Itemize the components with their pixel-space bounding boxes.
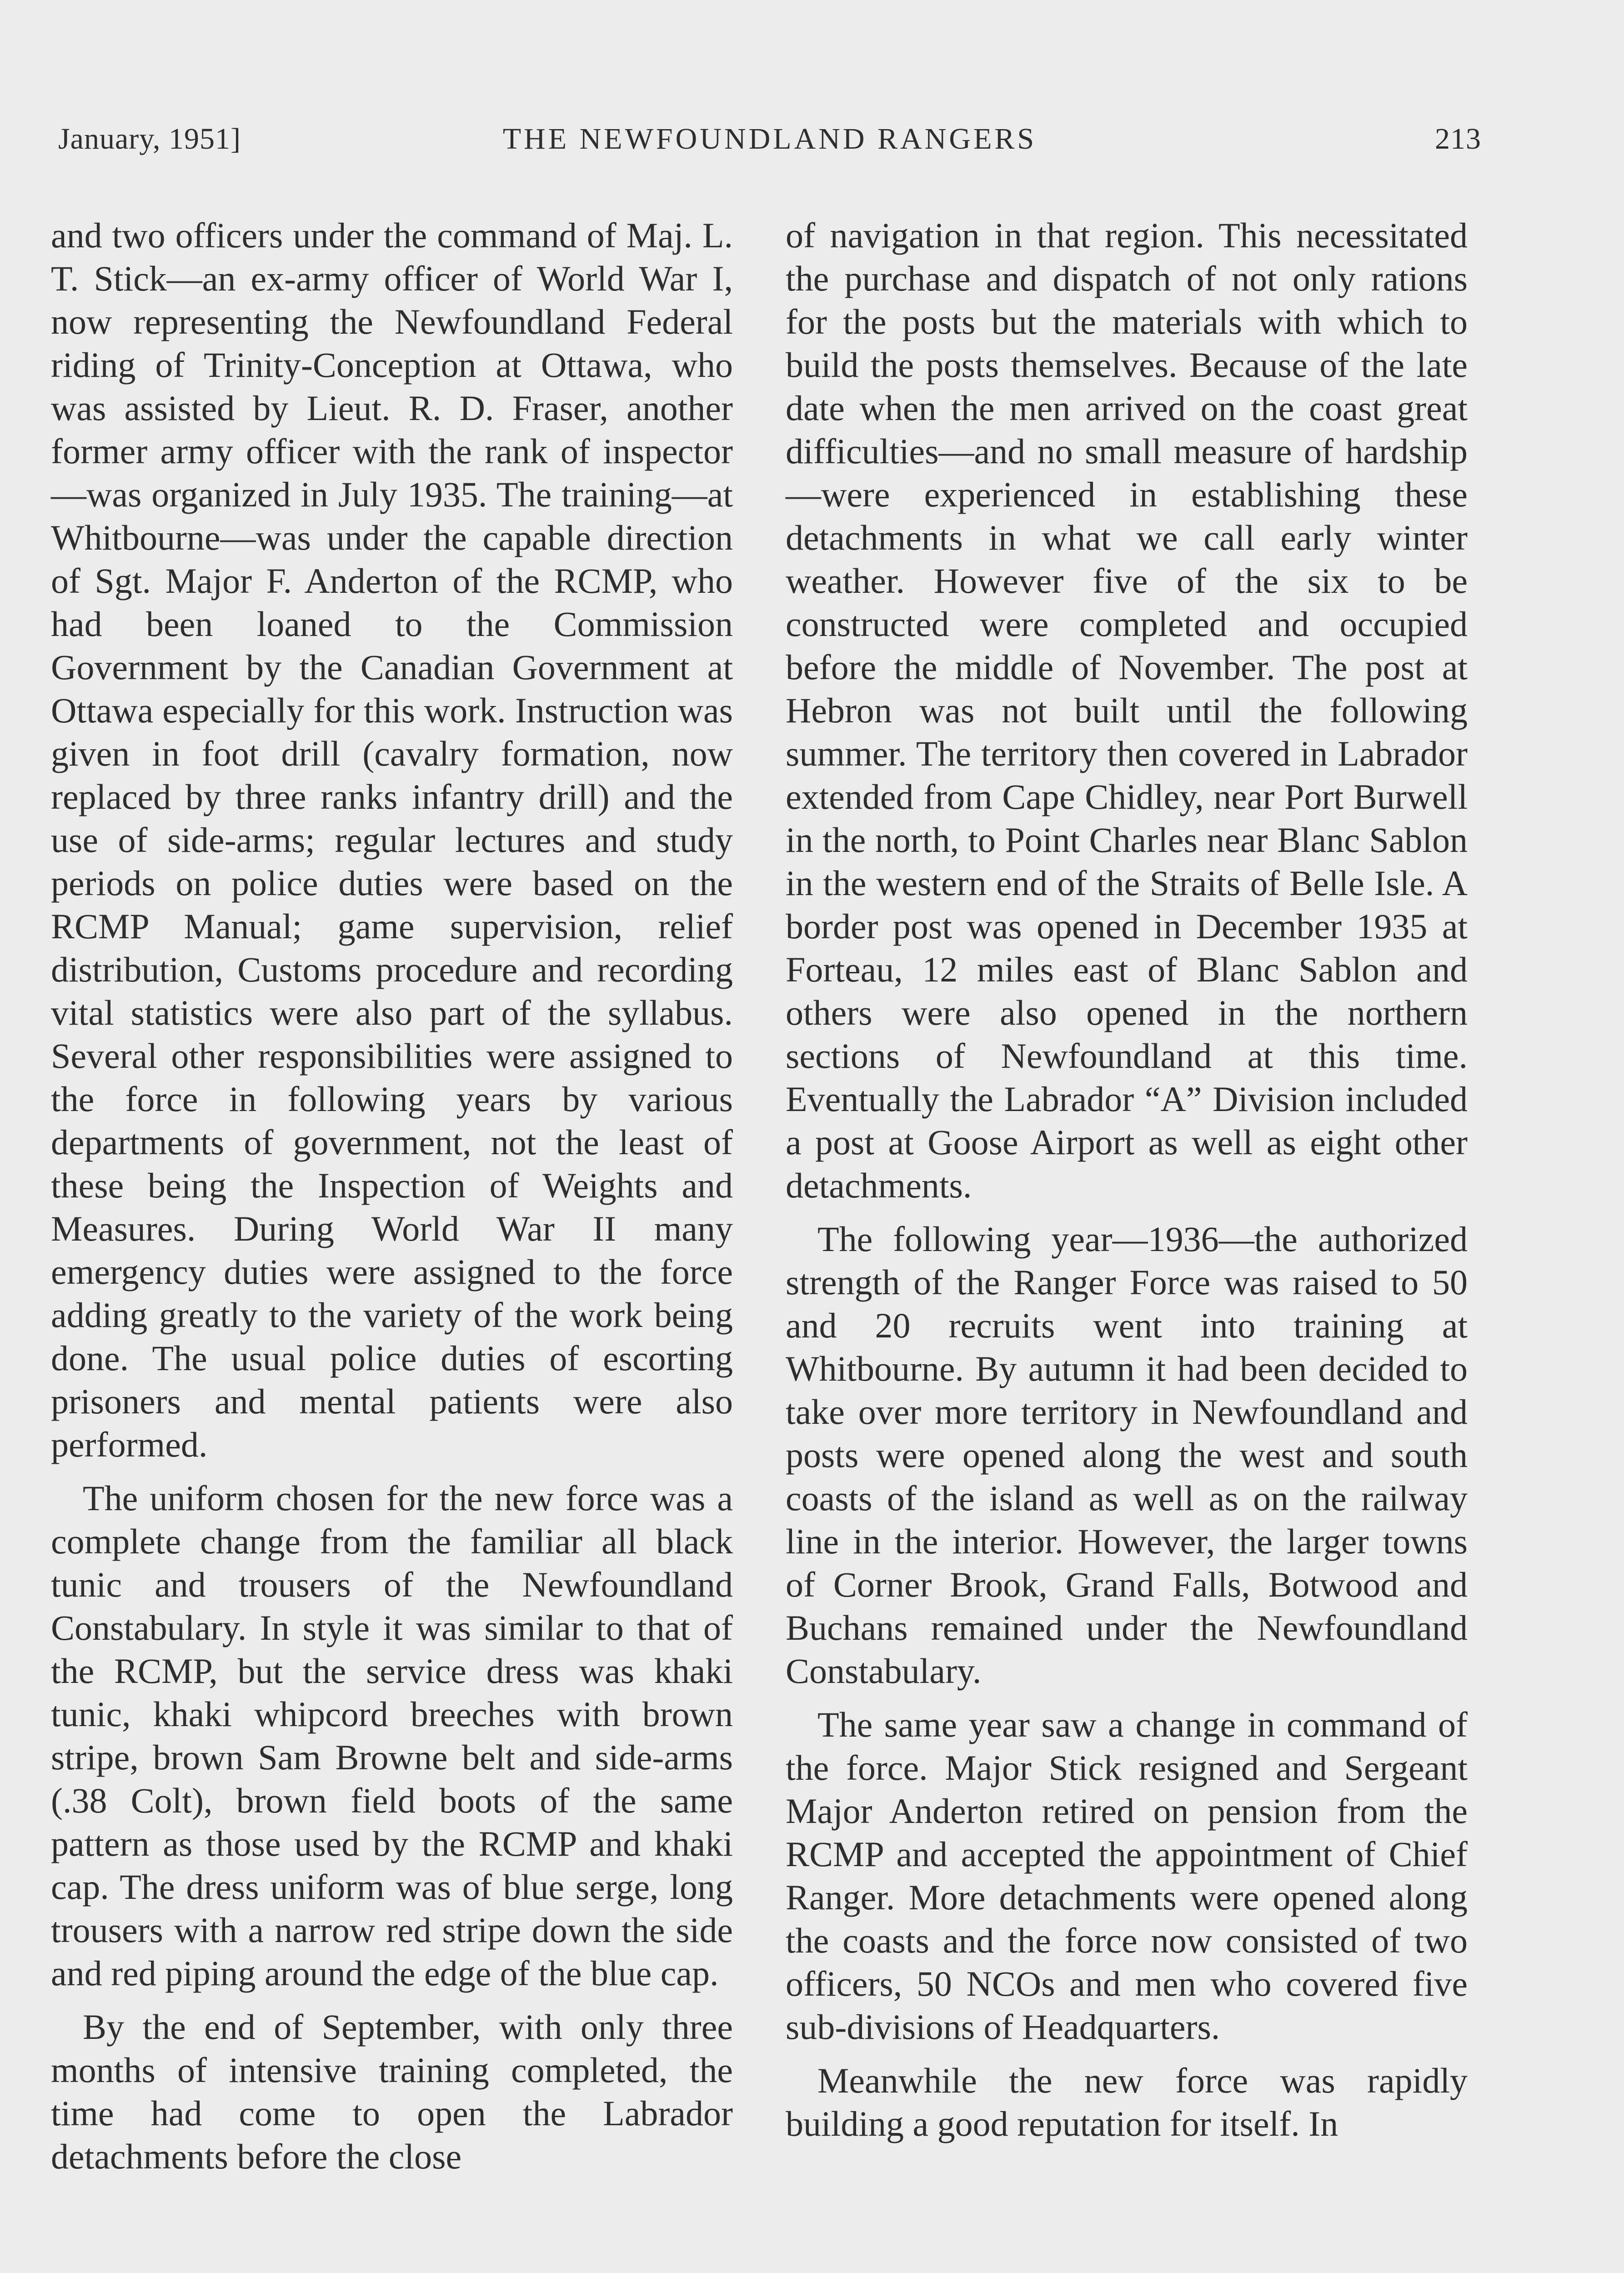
issue-date: January, 1951] xyxy=(58,122,241,155)
paragraph: By the end of September, with only three months of intensive training completed, the time had come to open the Labrador detachments before the close xyxy=(51,2007,733,2176)
running-title: THE NEWFOUNDLAND RANGERS xyxy=(502,122,1037,155)
paragraph: The same year saw a change in command of the force. Major Stick resigned and Sergeant Major Anderton retired on pension from the RCMP and accepted the appointment of Chief Ranger. More detachments were opened along the coasts and the force now consisted of two officers, 50 NCOs and men who covered five sub-divisions of Headquarters. xyxy=(786,1705,1468,2047)
left-column xyxy=(51,214,733,2188)
right-column xyxy=(786,214,1468,2156)
page-number: 213 xyxy=(1435,122,1481,155)
running-header xyxy=(58,122,1481,172)
paragraph: The following year—1936—the authorized strength of the Ranger Force was raised to 50 and 20 recruits went into training at Whitbourne. By autumn it had been decided to take over more territory in Newfoundland and posts were opened along the west and south coasts of the island as well as on the railway line in the interior. However, the larger towns of Corner Brook, Grand Falls, Botwood and Buchans remained under the Newfoundland Constabulary. xyxy=(786,1219,1468,1691)
paragraph: of navigation in that region. This necessitated the purchase and dispatch of not only rations for the posts but the materials with which to build the posts themselves. Because of the late date when the men arrived on the coast great difficulties—and no small measure of hardship —were experienced in establishing these detachments in what we call early winter weather. However five of the six to be constructed were completed and occupied before the middle of November. The post at Hebron was not built until the following summer. The territory then covered in Labrador extended from Cape Chidley, near Port Burwell in the north, to Point Charles near Blanc Sablon in the western end of the Straits of Belle Isle. A border post was opened in December 1935 at Forteau, 12 miles east of Blanc Sablon and others were also opened in the northern sections of Newfoundland at this time. Eventually the Labrador “A” Division included a post at Goose Airport as well as eight other detachments. xyxy=(786,215,1468,1205)
paragraph: and two officers under the command of Maj. L. T. Stick—an ex-army officer of World War I, now representing the Newfoundland Federal riding of Trinity-Conception at Ottawa, who was assisted by Lieut. R. D. Fraser, another former army officer with the rank of inspector —was organized in July 1935. The training—at Whitbourne—was under the capable direction of Sgt. Major F. Anderton of the RCMP, who had been loaned to the Commission Government by the Canadian Government at Ottawa especially for this work. Instruction was given in foot drill (cavalry formation, now replaced by three ranks infantry drill) and the use of side-arms; regular lectures and study periods on police duties were based on the RCMP Manual; game supervision, relief distribution, Customs procedure and recording vital statistics were also part of the syllabus. Several other responsibilities were assigned to the force in following years by various departments of government, not the least of these being the Inspection of Weights and Measures. During World War II many emergency duties were assigned to the force adding greatly to the variety of the work being done. The usual police duties of escorting prisoners and mental patients were also performed. xyxy=(51,215,733,1464)
paragraph: Meanwhile the new force was rapidly building a good reputation for itself. In xyxy=(786,2061,1468,2143)
paragraph: The uniform chosen for the new force was a complete change from the familiar all black tunic and trousers of the Newfoundland Constabulary. In style it was similar to that of the RCMP, but the service dress was khaki tunic, khaki whipcord breeches with brown stripe, brown Sam Browne belt and side-arms (.38 Colt), brown field boots of the same pattern as those used by the RCMP and khaki cap. The dress uniform was of blue serge, long trousers with a narrow red stripe down the side and red piping around the edge of the blue cap. xyxy=(51,1478,733,1993)
